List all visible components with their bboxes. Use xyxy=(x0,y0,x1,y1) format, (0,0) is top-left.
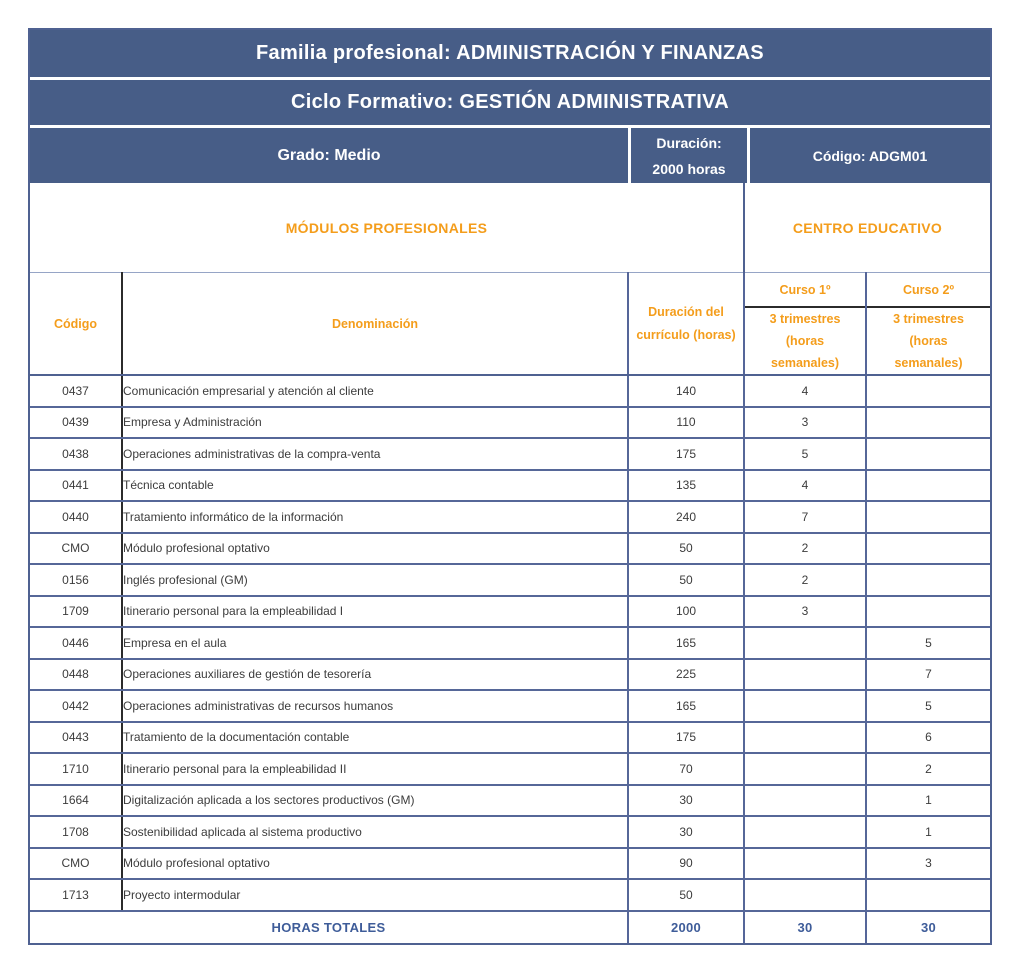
module-name-cell: Módulo profesional optativo xyxy=(122,533,628,565)
course1-hours-cell xyxy=(744,690,866,722)
module-code-cell: 0442 xyxy=(30,690,122,722)
module-code-cell: 0443 xyxy=(30,722,122,754)
table-row xyxy=(30,407,990,439)
module-code-cell: CMO xyxy=(30,533,122,565)
module-code-cell: 0448 xyxy=(30,659,122,691)
course2-hours-cell xyxy=(866,438,990,470)
module-code-cell: 0440 xyxy=(30,501,122,533)
module-rows xyxy=(30,375,990,911)
module-name-cell: Operaciones administrativas de la compra-venta xyxy=(122,438,628,470)
module-hours-cell: 50 xyxy=(628,533,744,565)
course1-hours-cell: 3 xyxy=(744,407,866,439)
course2-hours-cell: 3 xyxy=(866,848,990,880)
codigo-ciclo-cell xyxy=(750,128,990,183)
table-row xyxy=(30,659,990,691)
course2-hours-cell xyxy=(866,375,990,407)
table-row xyxy=(30,438,990,470)
module-name-cell: Itinerario personal para la empleabilidad I xyxy=(122,596,628,628)
module-hours-cell: 140 xyxy=(628,375,744,407)
curso2-label: Curso 2º xyxy=(867,273,990,308)
module-code-cell: 1709 xyxy=(30,596,122,628)
module-name-cell: Tratamiento de la documentación contable xyxy=(122,722,628,754)
course1-hours-cell xyxy=(744,722,866,754)
table-row xyxy=(30,722,990,754)
familia-profesional-title: Familia profesional: ADMINISTRACIÓN Y FINANZAS xyxy=(256,42,764,64)
course2-hours-cell: 7 xyxy=(866,659,990,691)
column-header-denominacion: Denominación xyxy=(122,273,628,376)
duracion-label-line1: Duración: xyxy=(656,134,722,151)
modules-grid xyxy=(30,183,990,943)
module-code-cell: 0437 xyxy=(30,375,122,407)
table-row xyxy=(30,848,990,880)
course2-hours-cell: 1 xyxy=(866,785,990,817)
module-hours-cell: 165 xyxy=(628,627,744,659)
module-code-cell: 0156 xyxy=(30,564,122,596)
total-curso1-value: 30 xyxy=(744,911,866,943)
total-curso2-value: 30 xyxy=(920,919,937,935)
grado-cell xyxy=(30,128,628,183)
horas-totales-label: HORAS TOTALES xyxy=(30,911,628,943)
module-hours-cell: 50 xyxy=(628,564,744,596)
modulos-profesionales-header: MÓDULOS PROFESIONALES xyxy=(30,183,744,273)
module-name-cell: Comunicación empresarial y atención al cliente xyxy=(122,375,628,407)
module-code-cell: CMO xyxy=(30,848,122,880)
module-name-cell: Digitalización aplicada a los sectores productivos (GM) xyxy=(122,785,628,817)
table-row xyxy=(30,470,990,502)
module-name-cell: Módulo profesional optativo xyxy=(122,848,628,880)
course1-hours-cell xyxy=(744,659,866,691)
module-code-cell: 0441 xyxy=(30,470,122,502)
course1-hours-cell: 4 xyxy=(744,470,866,502)
course2-hours-cell: 6 xyxy=(866,722,990,754)
module-hours-cell: 110 xyxy=(628,407,744,439)
column-header-row xyxy=(30,273,990,376)
module-code-cell: 0439 xyxy=(30,407,122,439)
course2-hours-cell xyxy=(866,501,990,533)
course1-hours-cell xyxy=(744,879,866,911)
duracion-label-line2: 2000 horas xyxy=(652,160,726,177)
ciclo-formativo-title: Ciclo Formativo: GESTIÓN ADMINISTRATIVA xyxy=(290,91,729,113)
ciclo-formativo-band xyxy=(30,80,990,128)
course1-hours-cell: 3 xyxy=(744,596,866,628)
module-hours-cell: 175 xyxy=(628,722,744,754)
centro-educativo-header: CENTRO EDUCATIVO xyxy=(744,183,990,273)
course1-hours-cell xyxy=(744,627,866,659)
curso2-trimestres-label: 3 trimestres (horas semanales) xyxy=(893,312,964,370)
module-name-cell: Proyecto intermodular xyxy=(122,879,628,911)
table-row xyxy=(30,627,990,659)
table-row xyxy=(30,785,990,817)
course2-hours-cell: 5 xyxy=(866,690,990,722)
total-hours-value: 2000 xyxy=(628,911,744,943)
module-code-cell: 1710 xyxy=(30,753,122,785)
module-name-cell: Operaciones administrativas de recursos humanos xyxy=(122,690,628,722)
column-header-codigo: Código xyxy=(30,273,122,376)
module-name-cell: Sostenibilidad aplicada al sistema productivo xyxy=(122,816,628,848)
totals-row xyxy=(30,911,990,943)
course1-hours-cell xyxy=(744,848,866,880)
module-hours-cell: 100 xyxy=(628,596,744,628)
section-header-row xyxy=(30,183,990,273)
column-header-curso1 xyxy=(744,273,866,376)
table-row xyxy=(30,564,990,596)
course2-hours-cell xyxy=(866,533,990,565)
module-hours-cell: 30 xyxy=(628,785,744,817)
column-header-duracion: Duración del currículo (horas) xyxy=(628,273,744,376)
table-row xyxy=(30,375,990,407)
module-hours-cell: 50 xyxy=(628,879,744,911)
table-row xyxy=(30,879,990,911)
table-row xyxy=(30,533,990,565)
course2-hours-cell: 2 xyxy=(866,753,990,785)
table-row xyxy=(30,596,990,628)
course2-hours-cell xyxy=(866,470,990,502)
module-hours-cell: 135 xyxy=(628,470,744,502)
module-hours-cell: 225 xyxy=(628,659,744,691)
module-name-cell: Operaciones auxiliares de gestión de tesorería xyxy=(122,659,628,691)
module-name-cell: Inglés profesional (GM) xyxy=(122,564,628,596)
module-code-cell: 0438 xyxy=(30,438,122,470)
course2-hours-cell xyxy=(866,879,990,911)
course2-hours-cell xyxy=(866,596,990,628)
module-hours-cell: 30 xyxy=(628,816,744,848)
table-row xyxy=(30,816,990,848)
codigo-ciclo-label: Código: ADGM01 xyxy=(812,147,928,164)
familia-profesional-band xyxy=(30,30,990,80)
course1-hours-cell xyxy=(744,785,866,817)
course2-hours-cell: 5 xyxy=(866,627,990,659)
module-name-cell: Empresa en el aula xyxy=(122,627,628,659)
table-row xyxy=(30,690,990,722)
module-code-cell: 0446 xyxy=(30,627,122,659)
module-hours-cell: 240 xyxy=(628,501,744,533)
column-header-curso2 xyxy=(866,273,990,376)
table-row xyxy=(30,753,990,785)
module-name-cell: Tratamiento informático de la información xyxy=(122,501,628,533)
module-name-cell: Técnica contable xyxy=(122,470,628,502)
module-hours-cell: 165 xyxy=(628,690,744,722)
course2-hours-cell xyxy=(866,407,990,439)
module-hours-cell: 70 xyxy=(628,753,744,785)
course1-hours-cell xyxy=(744,816,866,848)
duracion-cell xyxy=(628,128,750,183)
module-code-cell: 1713 xyxy=(30,879,122,911)
grado-label: Grado: Medio xyxy=(277,146,381,164)
course2-hours-cell: 1 xyxy=(866,816,990,848)
course1-hours-cell: 2 xyxy=(744,533,866,565)
course1-hours-cell: 4 xyxy=(744,375,866,407)
course1-hours-cell: 7 xyxy=(744,501,866,533)
table-row xyxy=(30,501,990,533)
course1-hours-cell: 5 xyxy=(744,438,866,470)
curso1-label: Curso 1º xyxy=(745,273,865,308)
module-code-cell: 1664 xyxy=(30,785,122,817)
module-hours-cell: 175 xyxy=(628,438,744,470)
module-name-cell: Itinerario personal para la empleabilidad II xyxy=(122,753,628,785)
curso1-trimestres-label: 3 trimestres (horas semanales) xyxy=(769,312,841,370)
module-hours-cell: 90 xyxy=(628,848,744,880)
module-name-cell: Empresa y Administración xyxy=(122,407,628,439)
course1-hours-cell xyxy=(744,753,866,785)
curriculum-table xyxy=(28,28,992,945)
course1-hours-cell: 2 xyxy=(744,564,866,596)
grado-band xyxy=(30,128,990,183)
module-code-cell: 1708 xyxy=(30,816,122,848)
course2-hours-cell xyxy=(866,564,990,596)
